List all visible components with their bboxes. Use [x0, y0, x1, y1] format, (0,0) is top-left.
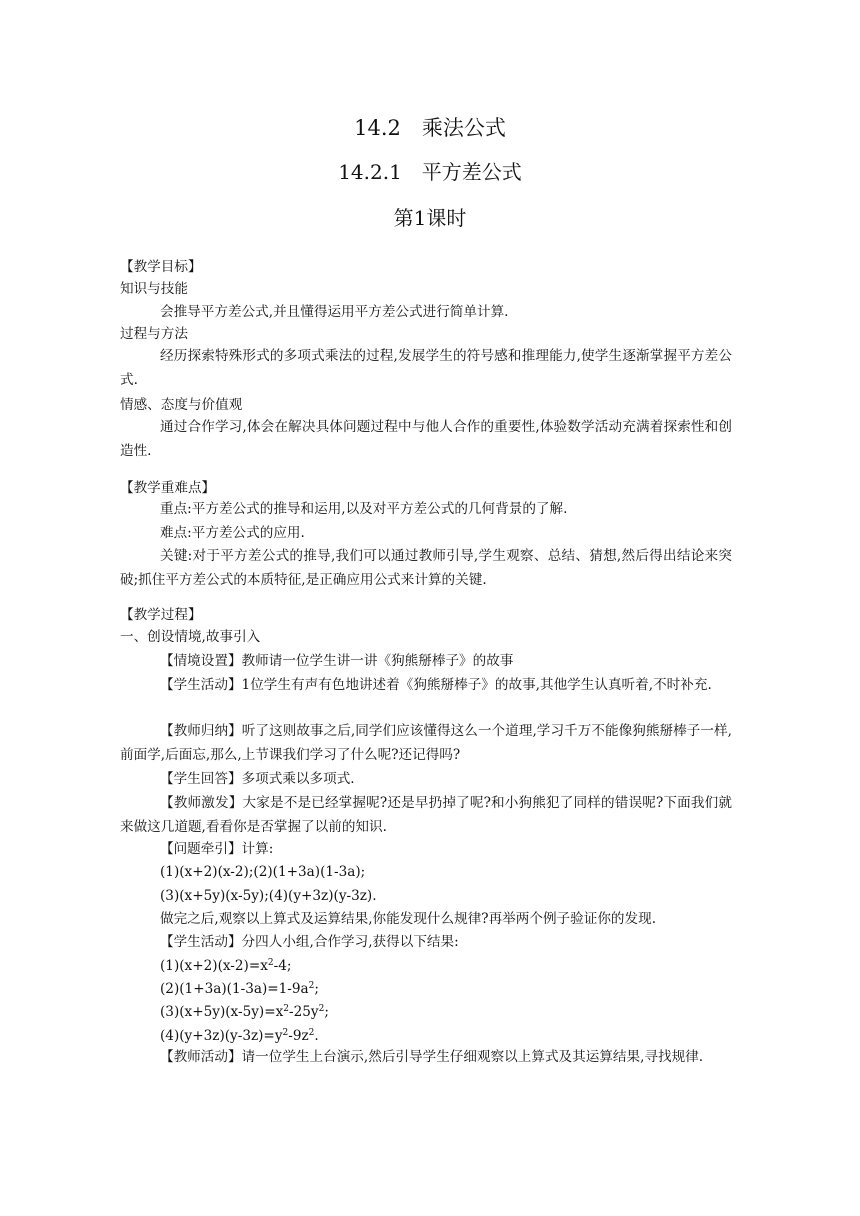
- student-activity-1: 【学生活动】1位学生有声有色地讲述着《狗熊掰棒子》的故事,其他学生认真听着,不时补充.: [160, 677, 712, 693]
- question-lead: 【问题牵引】计算:: [160, 841, 274, 857]
- process-text: 经历探索特殊形式的多项式乘法的过程,发展学生的符号感和推理能力,使学生逐渐掌握平方差公式.: [120, 348, 732, 388]
- exercise-line-1: (1)(x+2)(x-2);(2)(1+3a)(1-3a);: [160, 864, 366, 880]
- part1-title: 一、创设情境,故事引入: [120, 629, 261, 645]
- section-title: 14.2 乘法公式: [354, 116, 506, 140]
- result-line-2: $(2)(1+3a)(1-3a)=1-9a^2$;: [160, 981, 319, 997]
- knowledge-label: 知识与技能: [120, 281, 188, 297]
- after-text: 做完之后,观察以上算式及运算结果,你能发现什么规律?再举两个例子验证你的发现.: [160, 911, 657, 927]
- process-label: 过程与方法: [120, 326, 188, 342]
- crucial-point: 关键:对于平方差公式的推导,我们可以通过教师引导,学生观察、总结、猜想,然后得出结论来突破;抓住平方差公式的本质特征,是正确应用公式来计算的关键.: [120, 548, 732, 588]
- difficult-point: 难点:平方差公式的应用.: [160, 525, 305, 541]
- student-activity-2: 【学生活动】分四人小组,合作学习,获得以下结果:: [160, 934, 459, 950]
- lesson-title: 第1课时: [393, 206, 467, 230]
- teacher-summary: 【教师归纳】听了这则故事之后,同学们应该懂得这么一个道理,学习千万不能像狗熊掰棒子一样,前面学,后面忘,那么,上节课我们学习了什么呢?还记得吗?: [120, 723, 732, 763]
- emotion-label: 情感、态度与价值观: [120, 397, 243, 413]
- process-heading: 【教学过程】: [120, 607, 202, 623]
- result-line-1: $(1)(x+2)(x-2)=x^2-4$;: [160, 958, 292, 974]
- teacher-activity: 【教师活动】请一位学生上台演示,然后引导学生仔细观察以上算式及其运算结果,寻找规律.: [160, 1049, 704, 1065]
- result-line-3: $(3)(x+5y)(x-5y)=x^2-25y^2$;: [160, 1004, 329, 1020]
- result-line-4: $(4)(y+3z)(y-3z)=y^2-9z^2$.: [160, 1028, 319, 1044]
- student-answer: 【学生回答】多项式乘以多项式.: [160, 771, 355, 787]
- knowledge-text: 会推导平方差公式,并且懂得运用平方差公式进行简单计算.: [160, 304, 509, 320]
- exercise-line-2: (3)(x+5y)(x-5y);(4)(y+3z)(y-3z).: [160, 888, 377, 904]
- subsection-title: 14.2.1 平方差公式: [338, 160, 522, 184]
- teacher-motivate: 【教师激发】大家是不是已经掌握呢?还是早扔掉了呢?和小狗熊犯了同样的错误呢?下面我们就来做这几道题,看看你是否掌握了以前的知识.: [120, 795, 732, 835]
- goals-heading: 【教学目标】: [120, 259, 202, 275]
- key-point: 重点:平方差公式的推导和运用,以及对平方差公式的几何背景的了解.: [160, 501, 568, 517]
- keypoints-heading: 【教学重难点】: [120, 480, 216, 496]
- emotion-text: 通过合作学习,体会在解决具体问题过程中与他人合作的重要性,体验数学活动充满着探索性和创造性.: [120, 419, 732, 459]
- setting-text: 【情境设置】教师请一位学生讲一讲《狗熊掰棒子》的故事: [160, 653, 514, 669]
